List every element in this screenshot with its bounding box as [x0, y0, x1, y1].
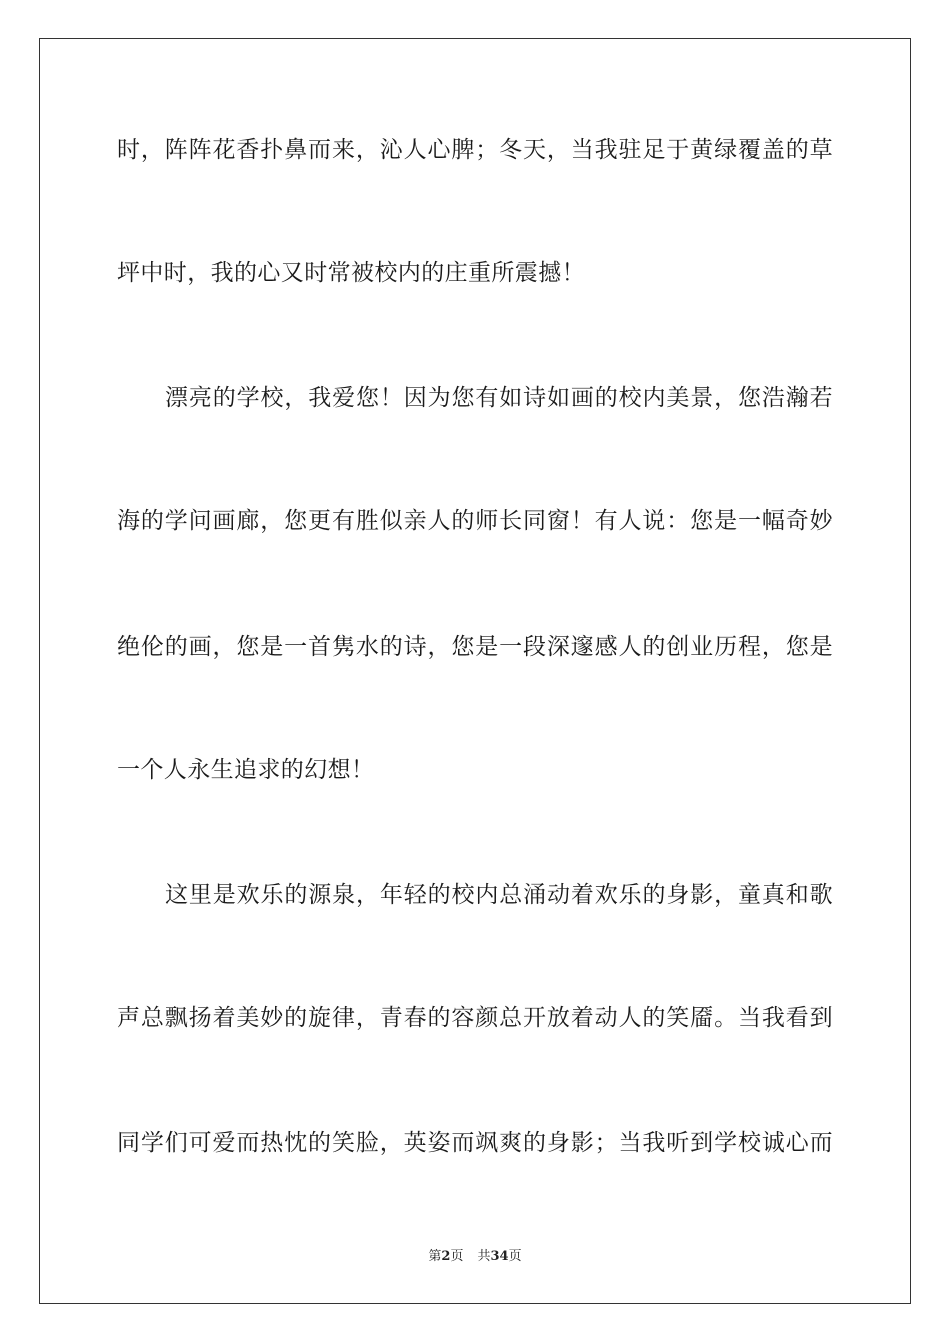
total-pages: 34: [490, 1249, 509, 1264]
text-line: 坪中时，我的心又时常被校内的庄重所震撼！: [117, 260, 585, 286]
page-border: [39, 38, 911, 1304]
page-suffix: 页: [450, 1249, 464, 1264]
text-line: 这里是欢乐的源泉，年轻的校内总涌动着欢乐的身影，童真和歌: [165, 882, 833, 908]
text-line: 漂亮的学校，我爱您！因为您有如诗如画的校内美景，您浩瀚若: [165, 385, 833, 411]
total-prefix: 共: [477, 1249, 491, 1264]
text-line: 声总飘扬着美妙的旋律，青春的容颜总开放着动人的笑靥。当我看到: [117, 1005, 833, 1031]
text-line: 一个人永生追求的幻想！: [117, 757, 375, 783]
page-prefix: 第: [428, 1249, 442, 1264]
text-line: 时，阵阵花香扑鼻而来，沁人心脾；冬天，当我驻足于黄绿覆盖的草: [117, 137, 833, 163]
text-line: 绝伦的画，您是一首隽水的诗，您是一段深邃感人的创业历程，您是: [117, 634, 833, 660]
text-line: 同学们可爱而热忱的笑脸，英姿而飒爽的身影；当我听到学校诚心而: [117, 1130, 833, 1156]
text-line: 海的学问画廊，您更有胜似亲人的师长同窗！有人说：您是一幅奇妙: [117, 508, 833, 534]
total-suffix: 页: [508, 1249, 522, 1264]
page-number: 2: [441, 1249, 451, 1264]
page-footer: [0, 1248, 950, 1266]
